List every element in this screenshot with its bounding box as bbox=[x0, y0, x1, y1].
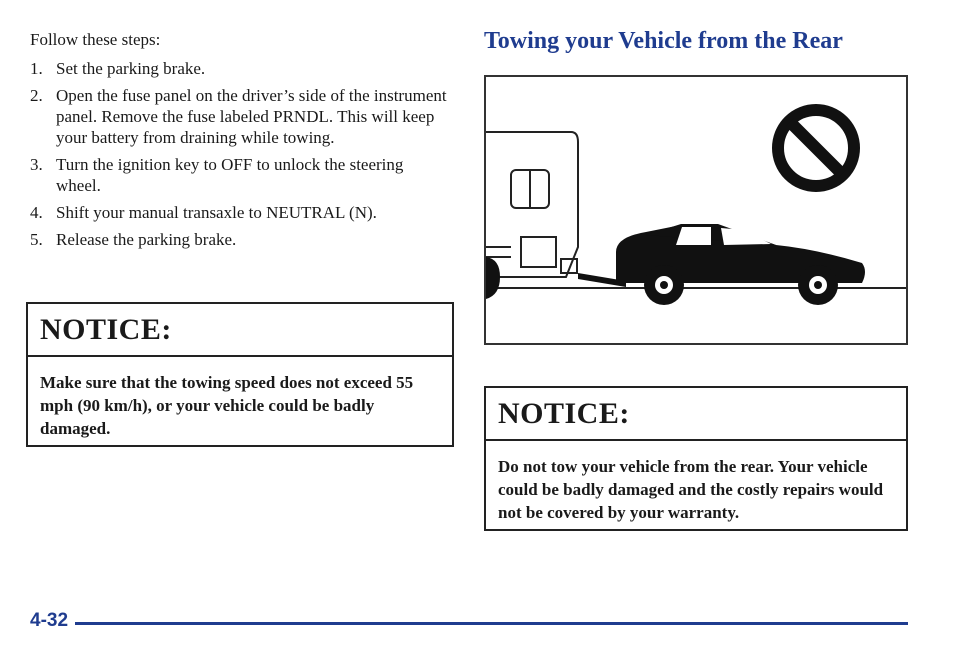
notice-box-speed bbox=[26, 302, 454, 447]
step-text: Open the fuse panel on the driver’s side of the instrument panel. Remove the fuse labeled PRNDL. This will keep your battery from draining while towing. bbox=[56, 86, 447, 147]
truck-wheel bbox=[486, 257, 500, 299]
page-number: 4-32 bbox=[30, 610, 69, 631]
list-item bbox=[30, 154, 450, 196]
step-number: 3. bbox=[30, 155, 43, 174]
step-number: 2. bbox=[30, 86, 43, 105]
notice-box-rear-tow bbox=[484, 386, 908, 531]
steps-list bbox=[30, 58, 450, 256]
step-text: Release the parking brake. bbox=[56, 230, 237, 249]
notice-heading: NOTICE: bbox=[28, 304, 452, 357]
steps-intro: Follow these steps: bbox=[30, 30, 161, 49]
step-number: 1. bbox=[30, 59, 43, 78]
notice-text: Do not tow your vehicle from the rear. Your vehicle could be badly damaged and the costly repairs would not be covered by your warranty. bbox=[498, 457, 884, 522]
tow-truck bbox=[486, 132, 578, 277]
section-title: Towing your Vehicle from the Rear bbox=[484, 28, 843, 54]
prohibited-icon bbox=[778, 110, 854, 186]
step-text: Set the parking brake. bbox=[56, 59, 206, 78]
step-number: 5. bbox=[30, 230, 43, 249]
towing-illustration bbox=[484, 75, 908, 345]
list-item bbox=[30, 58, 450, 79]
car-silhouette bbox=[616, 224, 865, 305]
notice-heading: NOTICE: bbox=[486, 388, 906, 441]
notice-text: Make sure that the towing speed does not exceed 55 mph (90 km/h), or your vehicle could be badly damaged. bbox=[40, 373, 414, 438]
list-item bbox=[30, 85, 450, 148]
footer-rule bbox=[75, 622, 908, 625]
towing-diagram bbox=[486, 77, 906, 343]
list-item bbox=[30, 229, 450, 250]
step-text: Turn the ignition key to OFF to unlock the steering wheel. bbox=[56, 155, 404, 195]
list-item bbox=[30, 202, 450, 223]
step-number: 4. bbox=[30, 203, 43, 222]
step-text: Shift your manual transaxle to NEUTRAL (N). bbox=[56, 203, 377, 222]
